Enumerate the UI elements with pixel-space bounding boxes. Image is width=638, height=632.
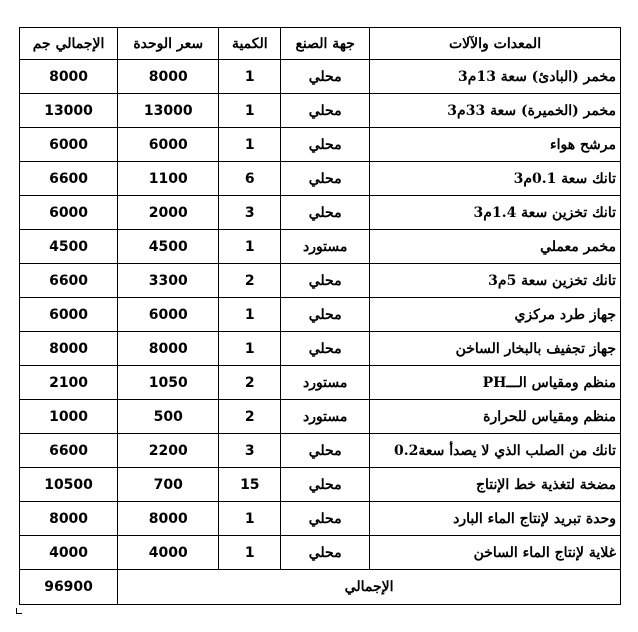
equipment-cost-table [19, 27, 621, 605]
row-qty: 2 [219, 264, 281, 298]
header-row [20, 28, 621, 60]
table-row [20, 162, 621, 196]
row-qty: 1 [219, 230, 281, 264]
row-total: 6000 [20, 196, 118, 230]
row-name: مخمر (الخميرة) سعة 33م3 [370, 94, 621, 128]
row-origin: مستورد [281, 230, 370, 264]
row-name: منظم ومقياس الـــPH [370, 366, 621, 400]
row-unit-price: 1050 [118, 366, 219, 400]
row-unit-price: 700 [118, 468, 219, 502]
header-unit-price: سعر الوحدة [118, 28, 219, 60]
row-name: منظم ومقياس للحرارة [370, 400, 621, 434]
row-unit-price: 500 [118, 400, 219, 434]
table-row [20, 502, 621, 536]
row-name: مخمر معملي [370, 230, 621, 264]
row-qty: 1 [219, 60, 281, 94]
row-name: مخمر (البادئ) سعة 13م3 [370, 60, 621, 94]
row-unit-price: 8000 [118, 60, 219, 94]
row-unit-price: 4000 [118, 536, 219, 570]
row-total: 13000 [20, 94, 118, 128]
row-total: 10500 [20, 468, 118, 502]
row-unit-price: 8000 [118, 502, 219, 536]
row-total: 8000 [20, 332, 118, 366]
table-row [20, 434, 621, 468]
table-body [20, 60, 621, 570]
row-unit-price: 8000 [118, 332, 219, 366]
row-unit-price: 4500 [118, 230, 219, 264]
table-row [20, 264, 621, 298]
row-origin: محلي [281, 264, 370, 298]
row-name: جهاز تجفيف بالبخار الساخن [370, 332, 621, 366]
row-unit-price: 2000 [118, 196, 219, 230]
row-unit-price: 3300 [118, 264, 219, 298]
row-unit-price: 2200 [118, 434, 219, 468]
row-qty: 15 [219, 468, 281, 502]
row-origin: محلي [281, 60, 370, 94]
row-name: غلاية لإنتاج الماء الساخن [370, 536, 621, 570]
row-origin: محلي [281, 298, 370, 332]
row-total: 8000 [20, 502, 118, 536]
row-qty: 2 [219, 400, 281, 434]
row-qty: 1 [219, 128, 281, 162]
row-total: 8000 [20, 60, 118, 94]
row-unit-price: 13000 [118, 94, 219, 128]
row-origin: محلي [281, 162, 370, 196]
row-name: تانك تخزين سعة 5م3 [370, 264, 621, 298]
row-qty: 1 [219, 332, 281, 366]
header-total: الإجمالي جم [20, 28, 118, 60]
table-row [20, 468, 621, 502]
row-origin: محلي [281, 536, 370, 570]
row-origin: محلي [281, 468, 370, 502]
row-total: 4000 [20, 536, 118, 570]
row-qty: 2 [219, 366, 281, 400]
row-origin: محلي [281, 128, 370, 162]
grand-total-row [20, 570, 621, 605]
row-unit-price: 6000 [118, 298, 219, 332]
grand-total-value: 96900 [20, 570, 118, 605]
row-origin: مستورد [281, 366, 370, 400]
row-qty: 3 [219, 196, 281, 230]
table-row [20, 332, 621, 366]
row-qty: 1 [219, 298, 281, 332]
row-qty: 1 [219, 502, 281, 536]
table-row [20, 128, 621, 162]
table-row [20, 94, 621, 128]
header-origin: جهة الصنع [281, 28, 370, 60]
row-name: مضخة لتغذية خط الإنتاج [370, 468, 621, 502]
table-row [20, 60, 621, 94]
table-row [20, 366, 621, 400]
row-qty: 1 [219, 536, 281, 570]
row-name: مرشح هواء [370, 128, 621, 162]
row-unit-price: 6000 [118, 128, 219, 162]
row-name: تانك من الصلب الذي لا يصدأ سعة0.2 [370, 434, 621, 468]
row-total: 6600 [20, 162, 118, 196]
row-total: 6000 [20, 298, 118, 332]
row-origin: محلي [281, 434, 370, 468]
grand-total-label: الإجمالي [118, 570, 621, 605]
row-total: 6600 [20, 264, 118, 298]
table-row [20, 298, 621, 332]
row-origin: محلي [281, 332, 370, 366]
corner-mark [16, 608, 22, 614]
row-qty: 1 [219, 94, 281, 128]
table-row [20, 400, 621, 434]
table-row [20, 536, 621, 570]
row-name: وحدة تبريد لإنتاج الماء البارد [370, 502, 621, 536]
table-row [20, 230, 621, 264]
row-total: 1000 [20, 400, 118, 434]
row-total: 6000 [20, 128, 118, 162]
row-origin: مستورد [281, 400, 370, 434]
header-name: المعدات والآلات [370, 28, 621, 60]
row-origin: محلي [281, 502, 370, 536]
row-origin: محلي [281, 196, 370, 230]
row-origin: محلي [281, 94, 370, 128]
row-qty: 3 [219, 434, 281, 468]
row-name: تانك تخزين سعة 1.4م3 [370, 196, 621, 230]
row-qty: 6 [219, 162, 281, 196]
table-row [20, 196, 621, 230]
header-qty: الكمية [219, 28, 281, 60]
row-total: 4500 [20, 230, 118, 264]
row-unit-price: 1100 [118, 162, 219, 196]
row-name: تانك سعة 0.1م3 [370, 162, 621, 196]
row-total: 2100 [20, 366, 118, 400]
row-total: 6600 [20, 434, 118, 468]
row-name: جهاز طرد مركزي [370, 298, 621, 332]
